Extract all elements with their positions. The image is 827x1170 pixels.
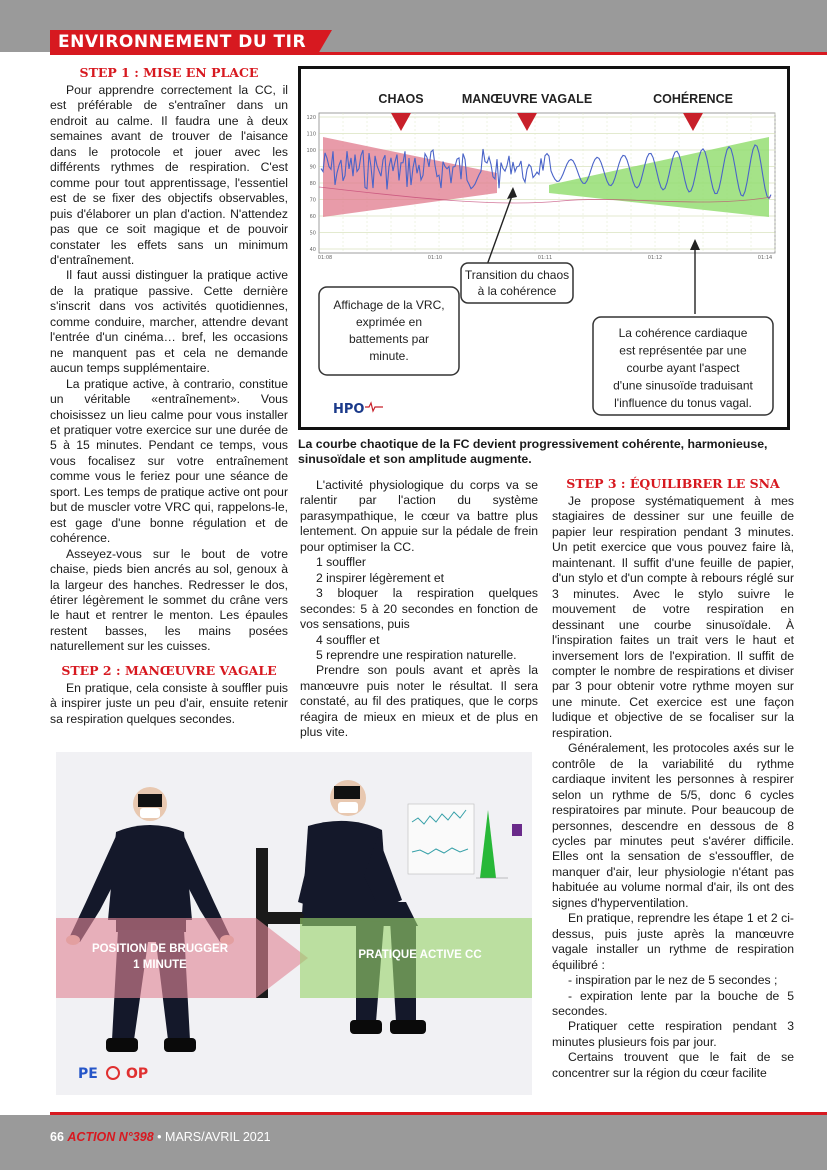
box-text-line: courbe ayant l'aspect [626, 361, 740, 375]
y-tick-label: 40 [309, 247, 316, 253]
column-1 [50, 63, 288, 727]
pink-arrow-overlay [56, 918, 308, 998]
box-text-line: battements par [348, 332, 430, 346]
posture-photo [56, 752, 532, 1095]
x-tick-label: 01:10 [427, 255, 443, 261]
section-header: ENVIRONNEMENT DU TIR [50, 30, 318, 54]
box-text-line: d'une sinusoïde traduisant [613, 378, 753, 393]
list-item: 4 souffler et [316, 632, 380, 647]
y-tick-label: 80 [309, 181, 316, 187]
paragraph: Asseyez-vous sur le bout de votre chaise, pieds bien ancrés au sol, genoux à la largeur des hanches. Redresser le dos, étirer légèrement le sommet du crâne vers le haut et rentrer le menton. Les épaules restent basses, les mains posées naturellement sur les cuisses. [50, 546, 288, 654]
paragraph: Pratiquer cette respiration pendant 3 minutes plusieurs fois par jour. [552, 1019, 794, 1049]
label-active-practice: PRATIQUE ACTIVE CC [358, 949, 482, 961]
column-2 [300, 478, 538, 741]
y-tick-label: 70 [309, 197, 316, 204]
peop-logo-pe: PE [78, 1066, 98, 1082]
x-tick-label: 01:08 [317, 255, 333, 261]
step1-title: STEP 1 : MISE EN PLACE [79, 65, 259, 80]
step3-title: STEP 3 : ÉQUILIBRER LE SNA [566, 476, 780, 491]
page-folio [50, 1130, 271, 1144]
issue-date: MARS/AVRIL 2021 [165, 1130, 271, 1144]
column-3 [552, 474, 794, 1081]
box-text-line: l'influence du tonus vagal. [614, 396, 752, 410]
label-one-minute: 1 MINUTE [133, 959, 187, 971]
paragraph: Je propose systématiquement à mes stagiaires de dessiner sur une feuille de papier leur respiration pendant 3 minutes. Un petit exercice que vous pouvez faire là, maintenant. Il suffit d'une feuille de papier, d'un stylo et d'un compte à rebours réglé sur 3 minutes. Avec le stylo suivre le mouvement de votre respiration en dessinant une courbe sinusoïdale. À l'inspiration faites un trait vers le haut et inversement lors de l'expiration. Il suffit de compter le nombre de respirations et diviser par 3 pour obtenir votre rythme moyen sur une minute. Cet exercice est une façon ludique et objective de se focaliser sur la respiration. [552, 494, 794, 740]
posture-photo-svg [56, 752, 532, 1095]
box-text-line: minute. [369, 349, 409, 363]
separator: • [157, 1130, 162, 1144]
paragraph: Certains trouvent que le fait de se concentrer sur la région du cœur facilite [552, 1050, 794, 1080]
paragraph: En pratique, reprendre les étape 1 et 2 ci-dessus, puis juste après la manœuvre vagale installer un rythme de respiration équilibré : [552, 911, 794, 972]
y-tick-label: 100 [306, 148, 316, 154]
y-tick-label: 110 [306, 131, 316, 138]
label-brugger: POSITION DE BRUGGER [91, 943, 229, 955]
step2-title: STEP 2 : MANŒUVRE VAGALE [61, 662, 277, 678]
hrv-chart-figure [298, 66, 790, 430]
list-item: 3 bloquer la respiration quelques secondes: 5 à 20 secondes en fonction de vos sensations, puis [300, 586, 538, 632]
page-number: 66 [50, 1130, 64, 1144]
peop-logo-op: OP [126, 1066, 149, 1082]
list-item: - expiration lente par la bouche de 5 secondes. [552, 988, 794, 1018]
x-tick-label: 01:11 [537, 255, 553, 261]
list-item: 1 souffler [316, 555, 366, 570]
paragraph: La pratique active, à contrario, constitue un véritable «entraînement». Vous choisissez un lieu calme pour vous installer et pratiquer votre exercice sur une durée de 5 à 15 minutes. Pendant ce temps, vous vous focalisez sur votre entraînement comme vous le feriez pour une séance de sport. Les temps de pratique active ont pour but de muscler votre VRC qui, rappelons-le, est gage d'une bonne régulation et de cohérence. [50, 376, 288, 546]
x-tick-label: 01:12 [647, 255, 663, 261]
y-tick-label: 50 [309, 230, 316, 237]
list-item: 2 inspirer légèrement et [316, 570, 445, 585]
label-vagal: MANŒUVRE VAGALE [461, 92, 593, 106]
paragraph: Prendre son pouls avant et après la manœuvre puis noter le résultat. Il sera constaté, au fil des pratiques, que le corps réagira de mieux en mieux et de plus en plus vite. [300, 663, 538, 740]
label-chaos: CHAOS [378, 92, 424, 106]
box-text-line: Transition du chaos [464, 268, 570, 282]
paragraph: En pratique, cela consiste à souffler puis à inspirer juste un peu d'air, ensuite retenir sa respiration quelques secondes. [50, 680, 288, 726]
label-coherence: COHÉRENCE [653, 92, 733, 106]
header-rule [50, 52, 827, 55]
hpo-logo: HPO [333, 402, 365, 417]
paragraph: Généralement, les protocoles axés sur le contrôle de la variabilité du rythme cardiaque invitent les personnes à respirer selon un rythme de 5/5, donc 6 cycles respiratoires par minute. Pour beaucoup de personnes, descendre en dessous de 8 cycles par minutes peut s'avérer difficile. Elles ont la sensation de s'essouffler, de manquer d'air, leur physiologie n'étant pas habituée au volume normal d'air, ils ont des signes d'hyperventilation. [552, 741, 794, 910]
box-text-line: La cohérence cardiaque [618, 326, 748, 340]
hrv-chart-svg [301, 69, 787, 427]
paragraph: L'activité physiologique du corps va se ralentir par l'action du système parasympathique, le cœur va battre plus lentement. On appuie sur la pédale de frein pour optimiser la CC. [300, 478, 538, 554]
box-text-line: Affichage de la VRC, [333, 298, 445, 312]
x-tick-label: 01:14 [757, 255, 773, 261]
magazine-name: ACTION N°398 [67, 1130, 154, 1144]
y-tick-label: 120 [306, 115, 316, 121]
list-item: 5 reprendre une respiration naturelle. [316, 647, 517, 662]
paragraph: Pour apprendre correctement la CC, il est préférable de s'entraîner dans un endroit au calme. Il faudra une à deux semaines avant de trouver de l'aisance dans le protocole et jouer avec les différents rythmes de respiration. C'est comme pour tout apprentissage, l'essentiel est de se fixer des objectifs observables, puis d'élaborer un plan d'action. N'attendez pas que ce soit magique et de pouvoir constater les effets sans un minimum d'entraînement. [50, 83, 288, 267]
paragraph: Il faut aussi distinguer la pratique active de la pratique passive. Cette dernière s'inscrit dans vos activités quotidiennes, comme conduire, marcher, attendre devant l'entrée d'un cinéma… bref, les occasions ne manquent pas et cela ne demande aucun temps supplémentaire. [50, 268, 288, 376]
y-tick-label: 60 [309, 214, 316, 220]
box-text-line: à la cohérence [477, 284, 557, 298]
box-text-line: exprimée en [355, 315, 423, 329]
box-text-line: est représentée par une [619, 343, 747, 358]
figure-caption: La courbe chaotique de la FC devient progressivement cohérente, harmonieuse, sinusoïdale et son amplitude augmente. [298, 437, 768, 466]
y-tick-label: 90 [309, 164, 316, 171]
list-item: - inspiration par le nez de 5 secondes ; [568, 973, 778, 988]
